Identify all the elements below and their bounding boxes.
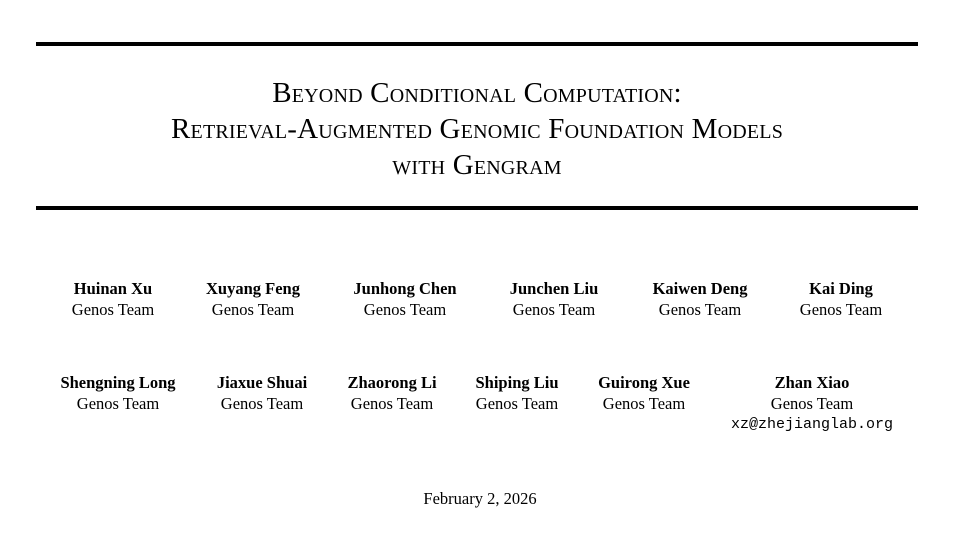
- top-rule: [36, 42, 918, 46]
- author-block: [475, 372, 558, 414]
- author-block: [60, 372, 175, 414]
- author-block: [653, 278, 748, 320]
- author-block: [731, 372, 893, 435]
- author-affiliation: Genos Team: [799, 300, 883, 319]
- author-name: Huinan Xu: [73, 279, 153, 298]
- author-affiliation: Genos Team: [770, 394, 854, 413]
- author-block: [72, 278, 154, 320]
- author-name: Kaiwen Deng: [652, 279, 748, 298]
- author-block: [353, 278, 456, 320]
- author-name: Kai Ding: [809, 279, 873, 298]
- author-affiliation: Genos Team: [658, 300, 742, 319]
- author-affiliation: Genos Team: [211, 300, 295, 319]
- author-affiliation: Genos Team: [475, 394, 559, 413]
- author-email[interactable]: xz@zhejianglab.org: [730, 416, 894, 433]
- author-block: [206, 278, 300, 320]
- author-block: [510, 278, 599, 320]
- author-name: Junchen Liu: [509, 279, 599, 298]
- author-block: [217, 372, 307, 414]
- author-block: [800, 278, 882, 320]
- author-affiliation: Genos Team: [76, 394, 160, 413]
- author-name: Zhaorong Li: [347, 373, 437, 392]
- title-line-1: Beyond Conditional Computation:: [272, 77, 682, 109]
- paper-title: [36, 75, 918, 183]
- author-name: Zhan Xiao: [774, 373, 850, 392]
- author-name: Shengning Long: [60, 373, 176, 392]
- author-affiliation: Genos Team: [350, 394, 434, 413]
- author-affiliation: Genos Team: [363, 300, 447, 319]
- author-name: Guirong Xue: [598, 373, 690, 392]
- title-line-3: with Gengram: [392, 149, 562, 181]
- author-name: Shiping Liu: [475, 373, 559, 392]
- author-name: Xuyang Feng: [206, 279, 300, 298]
- title-line-2: Retrieval-Augmented Genomic Foundation Models: [170, 113, 784, 145]
- author-name: Jiaxue Shuai: [216, 373, 308, 392]
- author-name: Junhong Chen: [353, 279, 457, 298]
- author-block: [347, 372, 436, 414]
- author-affiliation: Genos Team: [512, 300, 596, 319]
- author-affiliation: Genos Team: [602, 394, 686, 413]
- author-affiliation: Genos Team: [220, 394, 304, 413]
- bottom-rule: [36, 206, 918, 210]
- author-block: [598, 372, 690, 414]
- author-affiliation: Genos Team: [71, 300, 155, 319]
- publication-date: February 2, 2026: [423, 489, 537, 508]
